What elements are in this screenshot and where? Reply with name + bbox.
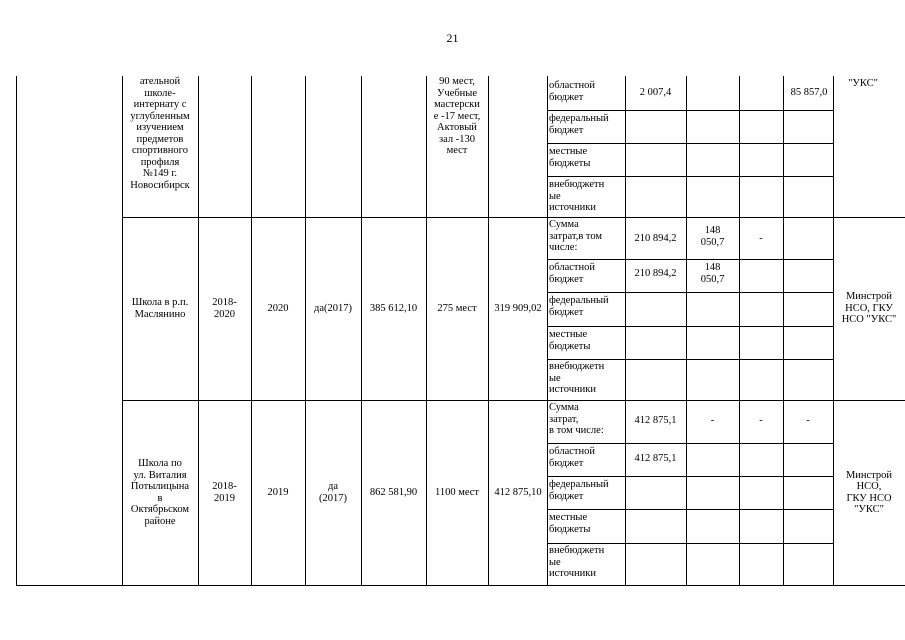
executor: Минстрой НСО, ГКУ НСО "УКС" xyxy=(841,291,897,326)
source-label: внебюджетн ые источники xyxy=(549,361,605,395)
source-label: федеральный бюджет xyxy=(549,295,609,318)
source-year1: 148 050,7 xyxy=(700,225,725,248)
source-label: местные бюджеты xyxy=(549,329,591,352)
capacity: 275 мест xyxy=(437,302,477,314)
source-label: областной бюджет xyxy=(549,80,595,103)
object-name: ательной школе- интернату с углубленным изучением предметов спортивного профиля №149 г. Новосибирск xyxy=(130,76,190,191)
capacity: 90 мест, Учебные мастерски е -17 мест, Актовый зал -130 мест xyxy=(433,76,481,156)
source-year1: - xyxy=(710,415,715,426)
source-label: местные бюджеты xyxy=(549,512,591,535)
source-year3: - xyxy=(806,415,810,426)
cost: 319 909,02 xyxy=(494,302,542,314)
source-total: 2 007,4 xyxy=(639,87,672,98)
source-year3: 85 857,0 xyxy=(790,87,828,98)
source-label: внебюджетн ые источники xyxy=(549,545,605,579)
page-number: 21 xyxy=(446,31,459,45)
source-label: Сумма затрат,в том числе: xyxy=(549,219,603,253)
source-total: 210 894,2 xyxy=(634,268,677,279)
source-total: 412 875,1 xyxy=(634,415,677,426)
source-year1: 148 050,7 xyxy=(700,262,725,285)
source-label: местные бюджеты xyxy=(549,146,591,169)
executor: "УКС" xyxy=(848,78,878,89)
object-name: Школа в р.п. Маслянино xyxy=(131,297,189,320)
source-total: 210 894,2 xyxy=(634,233,677,244)
estimate: 862 581,90 xyxy=(369,486,418,498)
estimate: 385 612,10 xyxy=(369,302,418,314)
executor: Минстрой НСО, ГКУ НСО "УКС" xyxy=(845,469,893,515)
year: 2020 xyxy=(267,302,289,314)
expertise: да (2017) xyxy=(319,481,347,504)
source-label: федеральный бюджет xyxy=(549,479,609,502)
source-year2: - xyxy=(759,415,763,426)
source-label: областной бюджет xyxy=(549,446,595,469)
cost: 412 875,10 xyxy=(494,486,542,498)
capacity: 1100 мест xyxy=(434,486,480,498)
period: 2018- 2019 xyxy=(212,481,237,504)
year: 2019 xyxy=(267,486,289,498)
source-label: федеральный бюджет xyxy=(549,113,609,136)
object-name: Школа по ул. Виталия Потылицына в Октябрьском районе xyxy=(130,458,190,527)
source-label: внебюджетн ые источники xyxy=(549,179,605,213)
expertise: да(2017) xyxy=(314,302,352,314)
source-label: Сумма затрат, в том числе: xyxy=(549,402,604,436)
source-label: областной бюджет xyxy=(549,262,595,285)
period: 2018- 2020 xyxy=(212,297,237,320)
source-total: 412 875,1 xyxy=(634,453,677,464)
source-year2: - xyxy=(759,233,763,244)
